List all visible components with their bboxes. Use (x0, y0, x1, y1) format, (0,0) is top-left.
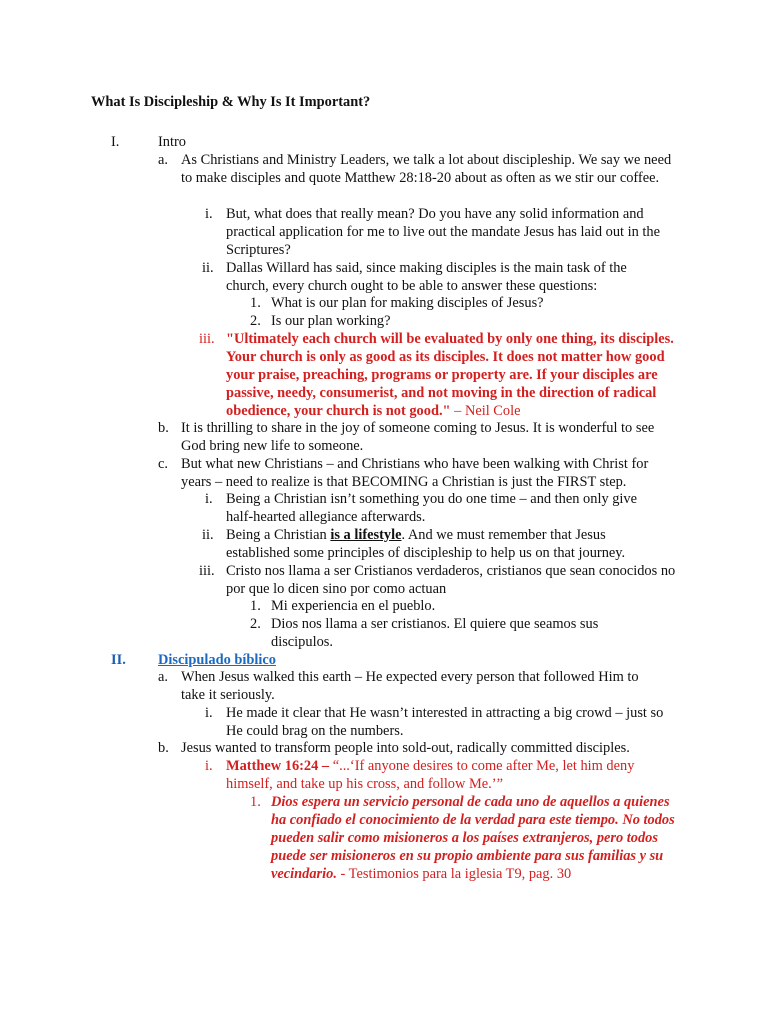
s1-p2-marker: 2. (250, 616, 261, 632)
s1-a-iii-marker: iii. (199, 331, 215, 347)
s2-n1-marker: 1. (250, 794, 261, 810)
lifestyle-pre: Being a Christian (226, 527, 331, 543)
quote-attribution: – Neil Cole (450, 402, 521, 419)
s1-a-ii-text: Dallas Willard has said, since making disciples is the main task of the church, every church ought to be able to answer these questions: (226, 260, 627, 294)
section-2-marker: II. (111, 652, 126, 668)
s1-c-ii-marker: ii. (202, 527, 214, 543)
s2-b-i-marker: i. (205, 758, 213, 774)
s2-b-marker: b. (158, 740, 169, 756)
s2-a-i-marker: i. (205, 705, 213, 721)
s1-a-text: As Christians and Ministry Leaders, we talk a lot about discipleship. We say we need to make disciples and quote Matthew 28:18-20 about as often as we stir our coffee. (181, 152, 672, 186)
s1-c-ii-text (226, 527, 660, 563)
s1-b-text: It is thrilling to share in the joy of someone coming to Jesus. It is wonderful to see God bring new life to someone. (181, 420, 655, 454)
s1-a-i-marker: i. (205, 206, 213, 222)
s2-a-text: When Jesus walked this earth – He expected every person that followed Him to take it seriously. (181, 669, 639, 703)
matthew-quote (226, 758, 662, 794)
s1-c-marker: c. (158, 456, 168, 472)
s1-a-i-text: But, what does that really mean? Do you have any solid information and practical application for me to live out the mandate Jesus has laid out in the Scriptures? (226, 206, 660, 258)
s1-c-text: But what new Christians – and Christians who have been walking with Christ for years – need to realize is that BECOMING a Christian is just the FIRST step. (181, 456, 649, 490)
s2-b-text: Jesus wanted to transform people into sold-out, radically committed disciples. (181, 740, 630, 756)
s2-a-i-text: He made it clear that He wasn’t interested in attracting a big crowd – just so He could brag on the numbers. (226, 705, 664, 739)
s1-a-ii-marker: ii. (202, 260, 214, 276)
s1-q1-text: What is our plan for making disciples of Jesus? (271, 295, 544, 311)
s1-b-marker: b. (158, 420, 169, 436)
page-title: What Is Discipleship & Why Is It Important? (91, 94, 371, 110)
s1-q2-text: Is our plan working? (271, 313, 391, 329)
section-2-heading-link[interactable]: Discipulado bíblico (158, 652, 276, 668)
s1-q2-marker: 2. (250, 313, 261, 329)
s1-a-marker: a. (158, 152, 168, 168)
s1-c-i-text: Being a Christian isn’t something you do one time – and then only give half-hearted allegiance afterwards. (226, 491, 638, 525)
s1-p1-marker: 1. (250, 598, 261, 614)
s2-a-marker: a. (158, 669, 168, 685)
s1-c-iii-marker: iii. (199, 563, 215, 579)
s1-p1-text: Mi experiencia en el pueblo. (271, 598, 436, 614)
s1-c-i-marker: i. (205, 491, 213, 507)
matthew-text: “...‘If anyone desires to come after Me, let him deny himself, and take up his cross, and follow Me.’” (226, 758, 635, 792)
section-1-marker: I. (111, 134, 120, 150)
testimonios-text: Dios espera un servicio personal de cada uno de aquellos a quienes ha confiado el conocimiento de la verdad para este tiempo. No todos pueden salir como misioneros a los países extranjeros, pero todos puede ser misioneros en su propio ambiente para sus familias y su vecindario. (271, 794, 675, 882)
s1-c-iii-text: Cristo nos llama a ser Cristianos verdaderos, cristianos que sean conocidos no por que lo dicen sino por como actuan (226, 563, 676, 597)
lifestyle-post: . And we must remember that Jesus established some principles of discipleship to help us on that journey. (226, 527, 626, 561)
section-1-heading: Intro (158, 134, 186, 150)
s1-p2-text: Dios nos llama a ser cristianos. El quiere que seamos sus discipulos. (271, 616, 599, 650)
s1-q1-marker: 1. (250, 295, 261, 311)
testimonios-source: - Testimonios para la iglesia T9, pag. 30 (336, 865, 572, 882)
neil-cole-quote (226, 331, 680, 421)
lifestyle-emphasis: is a lifestyle (330, 527, 402, 543)
matthew-ref: Matthew 16:24 – (226, 758, 333, 774)
testimonios-quote (271, 794, 681, 884)
quote-text: "Ultimately each church will be evaluated by only one thing, its disciples. Your church is only as good as its disciples. It does not matter how good your praise, preaching, programs or property are. If your disciples are passive, needy, consumerist, and not moving in the direction of radical obedience, your church is not good." (226, 331, 674, 419)
